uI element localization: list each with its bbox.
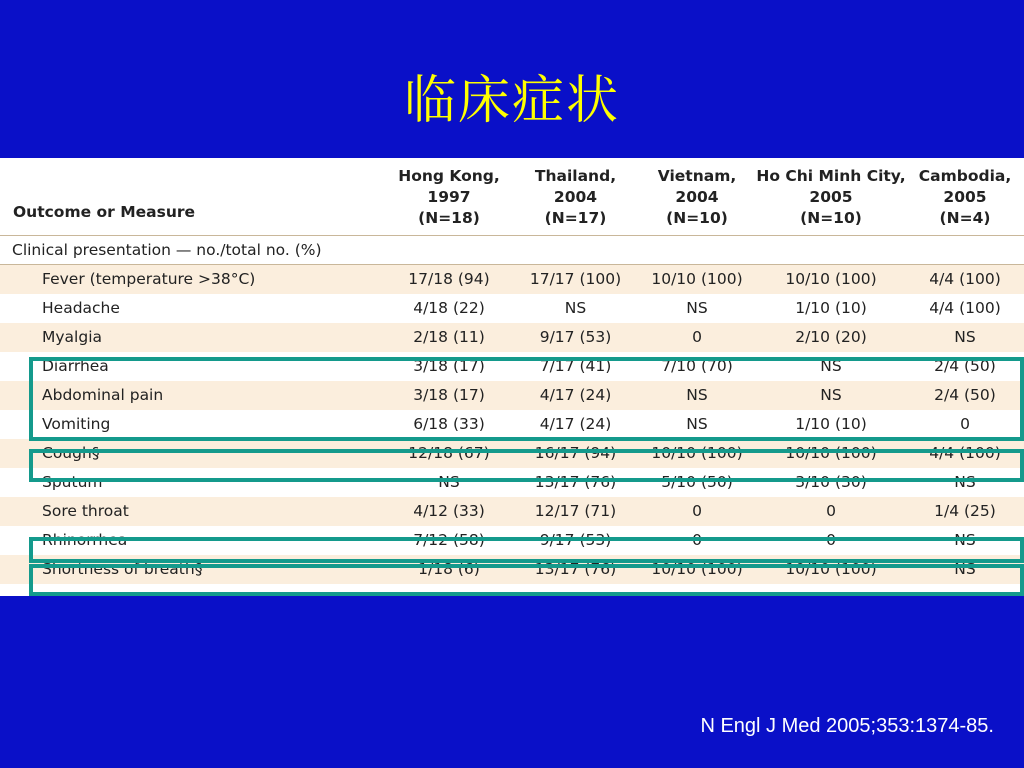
header-line: Vietnam, bbox=[657, 167, 737, 185]
cell-value: 7/10 (70) bbox=[661, 357, 733, 375]
cell-value: 2/10 (20) bbox=[756, 323, 906, 352]
header-line: Cambodia, bbox=[918, 167, 1012, 185]
cell-value: 1/10 (10) bbox=[795, 299, 867, 317]
cell-value: 17/18 (94) bbox=[385, 265, 513, 294]
cell-value: 4/4 (100) bbox=[906, 439, 1024, 468]
header-line: 2004 bbox=[553, 188, 598, 206]
cell-value: 17/17 (100) bbox=[513, 265, 638, 294]
header-line: (N=18) bbox=[418, 209, 480, 227]
cell-value: 3/18 (17) bbox=[413, 357, 485, 375]
table-row bbox=[0, 497, 1024, 526]
section-row bbox=[0, 236, 1024, 265]
cell-value: 16/17 (94) bbox=[513, 439, 638, 468]
cell-value: NS bbox=[906, 555, 1024, 584]
row-label: Sore throat bbox=[0, 497, 385, 526]
cell-value: 4/4 (100) bbox=[929, 299, 1001, 317]
cell-value: 4/12 (33) bbox=[385, 497, 513, 526]
cell-value: 2/4 (50) bbox=[934, 357, 996, 375]
cell-value: 7/17 (41) bbox=[539, 357, 612, 375]
row-label: Shortness of breath§ bbox=[0, 555, 385, 584]
header-line: (N=10) bbox=[666, 209, 728, 227]
cell-value: 3/18 (17) bbox=[385, 381, 513, 410]
header-line: (N=4) bbox=[939, 209, 991, 227]
cell-value: 0 bbox=[692, 531, 702, 549]
row-label: Sputum bbox=[42, 473, 103, 491]
cell-value: 10/10 (100) bbox=[756, 439, 906, 468]
header-line: (N=10) bbox=[800, 209, 862, 227]
highlight-box-cough bbox=[29, 449, 1024, 482]
cell-value: 10/10 (100) bbox=[638, 439, 756, 468]
cell-value: 9/17 (53) bbox=[539, 531, 612, 549]
cell-value: 13/17 (76) bbox=[513, 555, 638, 584]
row-label: Rhinorrhea bbox=[42, 531, 128, 549]
header-line: (N=17) bbox=[544, 209, 607, 227]
section-label: Clinical presentation — no./total no. (%) bbox=[0, 236, 1024, 265]
header-line: Ho Chi Minh City, bbox=[756, 167, 906, 185]
cell-value: 7/12 (58) bbox=[413, 531, 485, 549]
table-row bbox=[0, 294, 1024, 323]
table-row bbox=[0, 323, 1024, 352]
cell-value: 10/10 (100) bbox=[638, 555, 756, 584]
header-thailand bbox=[513, 158, 638, 236]
cell-value: NS bbox=[756, 381, 906, 410]
cell-value: 0 bbox=[960, 415, 970, 433]
cell-value: 10/10 (100) bbox=[756, 555, 906, 584]
cell-value: 2/4 (50) bbox=[906, 381, 1024, 410]
highlight-box-shortness-of-breath bbox=[29, 564, 1024, 596]
highlight-box-gastrointestinal bbox=[29, 357, 1024, 441]
table-header-row bbox=[0, 158, 1024, 236]
row-label: Myalgia bbox=[0, 323, 385, 352]
cell-value: NS bbox=[686, 299, 708, 317]
cell-value: 0 bbox=[826, 531, 836, 549]
cell-value: NS bbox=[954, 473, 976, 491]
cell-value: 5/10 (50) bbox=[661, 473, 733, 491]
row-label: Cough§ bbox=[0, 439, 385, 468]
cell-value: NS bbox=[686, 415, 708, 433]
cell-value: 4/4 (100) bbox=[906, 265, 1024, 294]
cell-value: 1/4 (25) bbox=[906, 497, 1024, 526]
cell-value: 9/17 (53) bbox=[513, 323, 638, 352]
cell-value: 0 bbox=[756, 497, 906, 526]
cell-value: 3/10 (30) bbox=[795, 473, 867, 491]
cell-value: 1/10 (10) bbox=[795, 415, 867, 433]
cell-value: NS bbox=[438, 473, 460, 491]
header-line: 2005 bbox=[809, 188, 853, 206]
cell-value: 13/17 (76) bbox=[534, 473, 617, 491]
table-row bbox=[0, 265, 1024, 294]
header-ho-chi-minh-city bbox=[756, 158, 906, 236]
cell-value: 10/10 (100) bbox=[638, 265, 756, 294]
slide-title: 临床症状 bbox=[403, 71, 620, 131]
header-cambodia bbox=[906, 158, 1024, 236]
cell-value: 4/17 (24) bbox=[539, 415, 612, 433]
header-vietnam bbox=[638, 158, 756, 236]
cell-value: NS bbox=[638, 381, 756, 410]
row-label: Headache bbox=[42, 299, 120, 317]
header-outcome bbox=[0, 158, 385, 236]
cell-value: 0 bbox=[638, 323, 756, 352]
cell-value: 4/17 (24) bbox=[513, 381, 638, 410]
cell-value: 1/18 (6) bbox=[385, 555, 513, 584]
row-label: Abdominal pain bbox=[0, 381, 385, 410]
header-line: Thailand, bbox=[534, 167, 617, 185]
cell-value: NS bbox=[954, 531, 976, 549]
header-hong-kong bbox=[385, 158, 513, 236]
row-label: Fever (temperature >38°C) bbox=[0, 265, 385, 294]
cell-value: 12/18 (67) bbox=[385, 439, 513, 468]
cell-value: 4/18 (22) bbox=[413, 299, 485, 317]
cell-value: NS bbox=[564, 299, 587, 317]
highlight-box-rhinorrhea bbox=[29, 537, 1024, 563]
cell-value: 12/17 (71) bbox=[513, 497, 638, 526]
header-line: 1997 bbox=[427, 188, 471, 206]
header-line: Hong Kong, bbox=[398, 167, 500, 185]
cell-value: NS bbox=[820, 357, 842, 375]
cell-value: NS bbox=[906, 323, 1024, 352]
row-label: Vomiting bbox=[42, 415, 111, 433]
citation: N Engl J Med 2005;353:1374-85. bbox=[700, 715, 994, 737]
header-line: 2005 bbox=[943, 188, 987, 206]
cell-value: 6/18 (33) bbox=[413, 415, 485, 433]
cell-value: 2/18 (11) bbox=[385, 323, 513, 352]
header-line: 2004 bbox=[675, 188, 719, 206]
row-label: Diarrhea bbox=[42, 357, 109, 375]
cell-value: 0 bbox=[638, 497, 756, 526]
cell-value: 10/10 (100) bbox=[756, 265, 906, 294]
header-line: Outcome or Measure bbox=[13, 203, 196, 221]
